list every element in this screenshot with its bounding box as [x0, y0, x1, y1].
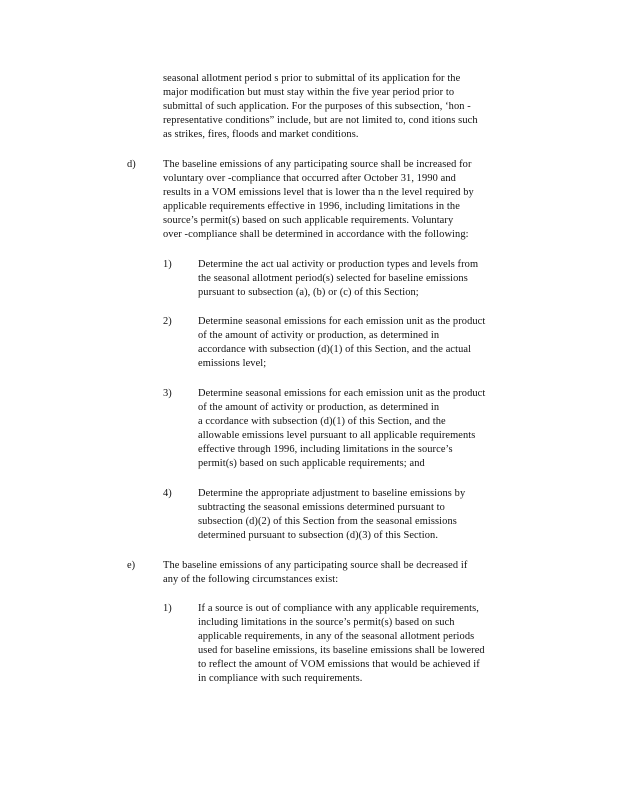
text-line: applicable requirements effective in 1996, including limitations in the — [163, 201, 460, 212]
text-line: a ccordance with subsection (d)(1) of this Section, and the — [198, 416, 446, 427]
text-line: allowable emissions level pursuant to all applicable requirements — [198, 430, 476, 441]
text-line: voluntary over -compliance that occurred after October 31, 1990 and — [163, 173, 456, 184]
text-line: as strikes, fires, floods and market conditions. — [163, 129, 359, 140]
text-line: submittal of such application. For the purposes of this subsection, ‘hon - — [163, 101, 471, 112]
text-line: Determine seasonal emissions for each emission unit as the product — [198, 388, 486, 399]
section-marker: e) — [127, 560, 136, 571]
text-line: The baseline emissions of any participating source shall be increased for — [163, 159, 472, 170]
text-line: seasonal allotment period s prior to submittal of its application for the — [163, 73, 461, 84]
text-line: The baseline emissions of any participating source shall be decreased if — [163, 560, 468, 571]
text-line: subsection (d)(2) of this Section from the seasonal emissions — [198, 516, 457, 527]
text-line: of the amount of activity or production, as determined in — [198, 402, 440, 413]
text-line: subtracting the seasonal emissions determined pursuant to — [198, 502, 445, 513]
item-marker: 2) — [163, 316, 172, 327]
text-line: used for baseline emissions, its baseline emissions shall be lowered — [198, 645, 485, 656]
text-line: major modification but must stay within the five year period prior to — [163, 87, 455, 98]
item-marker: 1) — [163, 259, 172, 270]
text-line: accordance with subsection (d)(1) of this Section, and the actual — [198, 344, 472, 355]
text-line: determined pursuant to subsection (d)(3) of this Section. — [198, 530, 439, 541]
text-line: pursuant to subsection (a), (b) or (c) of this Section; — [198, 287, 419, 298]
section-marker: d) — [127, 159, 136, 170]
item-marker: 3) — [163, 388, 172, 399]
text-line: over -compliance shall be determined in accordance with the following: — [163, 229, 469, 240]
item-marker: 4) — [163, 488, 172, 499]
text-line: permit(s) based on such applicable requirements; and — [198, 458, 425, 469]
text-line: to reflect the amount of VOM emissions that would be achieved if — [198, 659, 480, 670]
text-line: If a source is out of compliance with any applicable requirements, — [198, 603, 479, 614]
text-line: including limitations in the source’s permit(s) based on such — [198, 617, 455, 628]
text-line: representative conditions” include, but are not limited to, cond itions such — [163, 115, 478, 126]
text-line: of the amount of activity or production, as determined in — [198, 330, 440, 341]
text-line: any of the following circumstances exist: — [163, 574, 339, 585]
text-line: source’s permit(s) based on such applicable requirements. Voluntary — [163, 215, 454, 226]
text-line: emissions level; — [198, 358, 267, 369]
item-marker: 1) — [163, 603, 172, 614]
text-line: applicable requirements, in any of the seasonal allotment periods — [198, 631, 475, 642]
text-line: Determine the appropriate adjustment to baseline emissions by — [198, 488, 466, 499]
text-line: Determine the act ual activity or production types and levels from — [198, 259, 479, 270]
text-line: the seasonal allotment period(s) selected for baseline emissions — [198, 273, 468, 284]
text-line: Determine seasonal emissions for each emission unit as the product — [198, 316, 486, 327]
text-line: in compliance with such requirements. — [198, 673, 363, 684]
text-line: effective through 1996, including limitations in the source’s — [198, 444, 453, 455]
text-line: results in a VOM emissions level that is lower tha n the level required by — [163, 187, 474, 198]
